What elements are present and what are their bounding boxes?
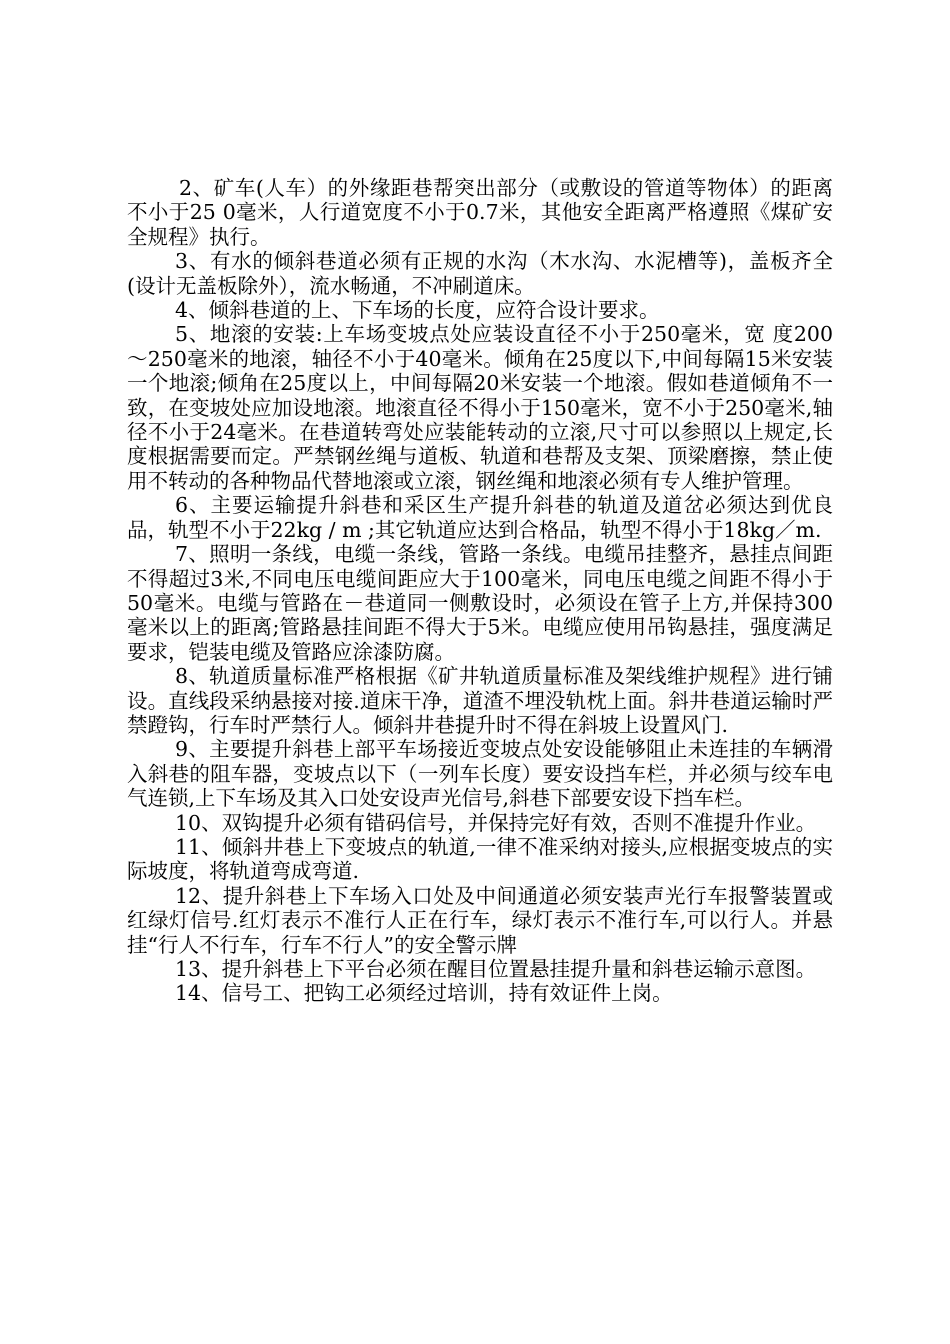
paragraph-7: 7、照明一条线，电缆一条线，管路一条线。电缆吊挂整齐，悬挂点间距不得超过3米,不同电压电缆间距应大于100毫米，同电压电缆之间距不得小于50毫米。电缆与管路在－巷道同一侧敷设时，必须设在管子上方,并保持300毫米以上的距离;管路悬挂间距不得大于5米。电缆应使用吊钩悬挂，强度满足要求，铠装电缆及管路应涂漆防腐。 (127, 542, 833, 664)
paragraph-2: 2、矿车(人车）的外缘距巷帮突出部分（或敷设的管道等物体）的距离不小于25 0毫米，人行道宽度不小于0.7米，其他安全距离严格遵照《煤矿安全规程》执行。 (127, 176, 833, 249)
paragraph-11: 11、倾斜井巷上下变坡点的轨道,一律不准采纳对接头,应根据变坡点的实际坡度，将轨道弯成弯道. (127, 834, 833, 884)
paragraph-8: 8、轨道质量标准严格根据《矿井轨道质量标准及架线维护规程》进行铺设。直线段采纳悬接对接.道床干净，道渣不埋没轨枕上面。斜井巷道运输时严禁蹬钩，行车时严禁行人。倾斜井巷提升时不得在斜坡上设置风门. (127, 664, 833, 737)
paragraph-13: 13、提升斜巷上下平台必须在醒目位置悬挂提升量和斜巷运输示意图。 (175, 957, 817, 981)
paragraph-6: 6、主要运输提升斜巷和采区生产提升斜巷的轨道及道岔必须达到优良品，轨型不小于22kg / m ;其它轨道应达到合格品，轨型不得小于18kg／m. (127, 493, 833, 542)
paragraph-5: 5、地滚的安装:上车场变坡点处应装设直径不小于250毫米，宽 度200～250毫米的地滚，轴径不小于40毫米。倾角在25度以下,中间每隔15米安装一个地滚;倾角在25度以上，中间每隔20米安装一个地滚。假如巷道倾角不一致，在变坡处应加设地滚。地滚直径不得小于150毫米，宽不小于250毫米,轴径不小于24毫米。在巷道转弯处应装能转动的立滚,尺寸可以参照以上规定,长度根据需要而定。严禁钢丝绳与道板、轨道和巷帮及支架、顶梁磨擦，禁止使用不转动的各种物品代替地滚或立滚，钢丝绳和地滚必须有专人维护管理。 (127, 322, 833, 493)
paragraph-14: 14、信号工、把钩工必须经过培训，持有效证件上岗。 (175, 981, 673, 1006)
paragraph-9: 9、主要提升斜巷上部平车场接近变坡点处安设能够阻止未连挂的车辆滑入斜巷的阻车器，变坡点以下（一列车长度）要安设挡车栏，并必须与绞车电气连锁,上下车场及其入口处安设声光信号,斜巷下部要安设下挡车栏。 (127, 737, 833, 811)
paragraph-10: 10、双钩提升必须有错码信号，并保持完好有效，否则不准提升作业。 (175, 810, 817, 835)
document-body (127, 176, 833, 1006)
paragraph-4: 4、倾斜巷道的上、下车场的长度，应符合设计要求。 (175, 298, 660, 323)
paragraph-12: 12、提升斜巷上下车场入口处及中间通道必须安装声光行车报警装置或红绿灯信号.红灯表示不准行人正在行车，绿灯表示不准行车,可以行人。并悬挂“行人不行车，行车不行人”的安全警示牌 (127, 883, 833, 957)
paragraph-3: 3、有水的倾斜巷道必须有正规的水沟（木水沟、水泥槽等)，盖板齐全(设计无盖板除外），流水畅通，不冲刷道床。 (127, 249, 833, 298)
